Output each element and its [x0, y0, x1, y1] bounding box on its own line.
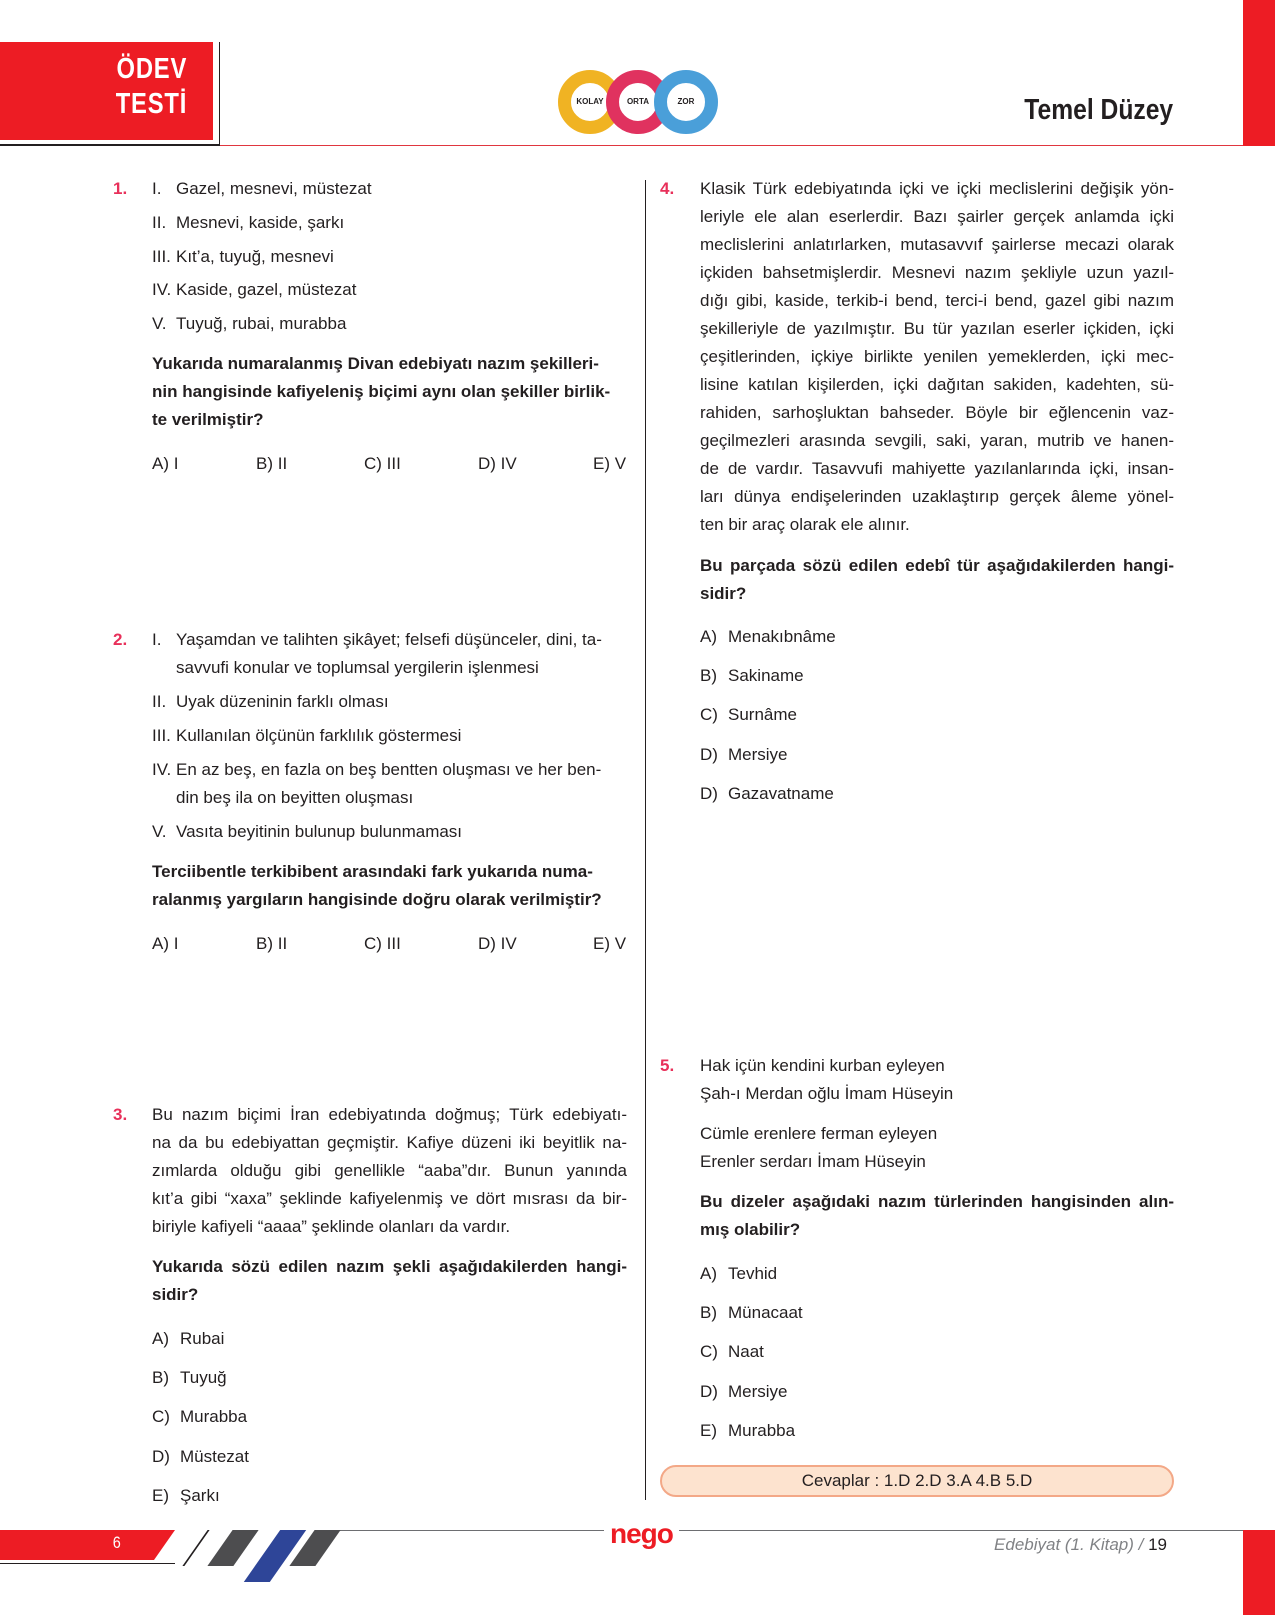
- option-a[interactable]: A) Tevhid: [700, 1264, 778, 1283]
- question-number: 4.: [660, 179, 675, 198]
- statement-5: V. Tuyuğ, rubai, murabba: [152, 314, 347, 333]
- statement-5: V. Vasıta beyitinin bulunup bulunmaması: [152, 822, 463, 841]
- option-c[interactable]: C) III: [364, 934, 401, 953]
- option-d[interactable]: D) Mersiye: [700, 1382, 788, 1401]
- option-b[interactable]: B) Sakiname: [700, 666, 804, 685]
- option-e[interactable]: E) Şarkı: [152, 1486, 220, 1505]
- option-e[interactable]: D) Gazavatname: [700, 784, 834, 803]
- page-number-tab: [0, 1530, 175, 1560]
- question-number: 2.: [113, 630, 128, 649]
- verse-1: Hak içün kendini kurban eyleyen Şah-ı Merdan oğlu İmam Hüseyin: [700, 1056, 954, 1103]
- book-info: Edebiyat (1. Kitap) / 19: [994, 1535, 1167, 1554]
- footer-divider: [330, 1530, 1243, 1531]
- question-stem: Bu parçada sözü edilen edebî tür aşağıdakilerden hangi- sidir?: [700, 556, 1174, 603]
- option-b[interactable]: B) II: [256, 934, 288, 953]
- page-tab-underline: [0, 1563, 175, 1564]
- test-badge: [0, 42, 215, 140]
- statement-2: II. Mesnevi, kaside, şarkı: [152, 213, 345, 232]
- option-a[interactable]: A) I: [152, 934, 179, 953]
- option-e[interactable]: E) Murabba: [700, 1421, 796, 1440]
- publisher-logo: nego: [604, 1518, 679, 1550]
- corner-bar-top: [1243, 0, 1275, 146]
- option-a[interactable]: A) Menakıbnâme: [700, 627, 836, 646]
- corner-bar-bottom: [1243, 1530, 1275, 1615]
- option-c[interactable]: C) III: [364, 454, 401, 473]
- option-d[interactable]: D) Mersiye: [700, 745, 788, 764]
- option-c[interactable]: C) Naat: [700, 1342, 764, 1361]
- option-b[interactable]: B) Tuyuğ: [152, 1368, 227, 1387]
- ring-kolay: KOLAY: [558, 70, 622, 134]
- option-b[interactable]: B) Münacaat: [700, 1303, 803, 1322]
- statement-3: III. Kullanılan ölçünün farklılık göstermesi: [152, 726, 462, 745]
- option-a[interactable]: A) I: [152, 454, 179, 473]
- option-d[interactable]: D) IV: [478, 934, 517, 953]
- option-e[interactable]: E) V: [593, 454, 627, 473]
- answer-key: Cevaplar : 1.D 2.D 3.A 4.B 5.D: [660, 1465, 1174, 1497]
- option-d[interactable]: D) Müstezat: [152, 1447, 249, 1466]
- question-paragraph: Klasik Türk edebiyatında içki ve içki meclislerini değişik yön- leriyle ele alan eserlerdir. Bazı şairler gerçek anlamda içki meclislerini anlatırlarken, mutasavvıf şairlerse mecazi olarak içkiden bahsetmişlerdir. Mesnevi nazım şekliyle uzun yazıl- dığı gibi, kaside, terkib-i bend, terci-i bend, gazel gibi nazım şekilleriyle de yazılmıştır. Bu tür yazılan eserler içkiden, içki çeşitlerinden, içkiye birlikte yenilen yemeklerden, içki mec- lisine katılan kişilerden, içki dağıtan sakiden, kadehten, sü- rahiden, sarhoşluktan bahseder. Böyle bir eğlencenin vaz- geçilmezleri arasında sevgili, saki, yaran, mutrib ve hanen- de de vardır. Tasavvufi mahiyette yazılanlarında içki, insan- ları dünya endişelerinden uzaklaştırıp gerçek âleme yönel- ten bir araç olarak ele alınır.: [700, 179, 1174, 534]
- statement-1-cont: savvufi konular ve toplumsal yergilerin işlenmesi: [176, 658, 539, 677]
- verse-2: Cümle erenlere ferman eyleyen Erenler serdarı İmam Hüseyin: [700, 1124, 938, 1171]
- question-number: 5.: [660, 1056, 675, 1075]
- statement-1: I. Gazel, mesnevi, müstezat: [152, 179, 372, 198]
- question-number: 1.: [113, 179, 128, 198]
- book-page-number: 19: [1148, 1535, 1167, 1554]
- ring-zor: ZOR: [654, 70, 718, 134]
- question-stem: Terciibentle terkibibent arasındaki fark yukarıda numa- ralanmış yargıların hangisinde doğru olarak verilmiştir?: [152, 862, 602, 909]
- option-c[interactable]: C) Surnâme: [700, 705, 797, 724]
- option-a[interactable]: A) Rubai: [152, 1329, 225, 1348]
- option-c[interactable]: C) Murabba: [152, 1407, 248, 1426]
- page-number: 6: [112, 1533, 121, 1552]
- question-stem: Yukarıda sözü edilen nazım şekli aşağıdakilerden hangi- sidir?: [152, 1257, 627, 1304]
- level-title: Temel Düzey: [1024, 94, 1173, 126]
- option-e[interactable]: E) V: [593, 934, 627, 953]
- statement-3: III. Kıt’a, tuyuğ, mesnevi: [152, 247, 334, 266]
- badge-title: ÖDEV TESTİ: [115, 53, 187, 120]
- statement-4-cont: din beş ila on beyitten oluşması: [176, 788, 414, 807]
- stripe-gray-1: [207, 1530, 258, 1566]
- ring-orta: ORTA: [606, 70, 670, 134]
- question-paragraph: Bu nazım biçimi İran edebiyatında doğmuş; Türk edebiyatı- na da bu edebiyattan geçmiştir. Kafiye düzeni iki beyitlik na- zımlarda olduğu gibi genellikle “aaba”dır. Bunun yanında kıt’a gibi “xaxa” şeklinde kafiyelenmiş ve dört mısrası da bir- biriyle kafiyeli “aaaa” şeklinde olanları da vardır.: [152, 1105, 627, 1236]
- question-stem: Bu dizeler aşağıdaki nazım türlerinden hangisinden alın- mış olabilir?: [700, 1192, 1174, 1239]
- column-divider: [645, 180, 646, 1500]
- header-divider: [220, 145, 1243, 146]
- statement-2: II. Uyak düzeninin farklı olması: [152, 692, 389, 711]
- question-stem: Yukarıda numaralanmış Divan edebiyatı nazım şekilleri- nin hangisinde kafiyeleniş biçimi aynı olan şekiller birlik- te verilmiştir?: [152, 354, 611, 429]
- option-d[interactable]: D) IV: [478, 454, 517, 473]
- option-b[interactable]: B) II: [256, 454, 288, 473]
- statement-4: IV. En az beş, en fazla on beş bentten oluşması ve her ben-: [152, 760, 602, 779]
- statement-4: IV. Kaside, gazel, müstezat: [152, 280, 357, 299]
- statement-1: I. Yaşamdan ve talihten şikâyet; felsefi düşünceler, dini, ta-: [152, 630, 602, 649]
- question-number: 3.: [113, 1105, 128, 1124]
- stripe-thin: [182, 1530, 209, 1566]
- difficulty-rings: [558, 70, 718, 135]
